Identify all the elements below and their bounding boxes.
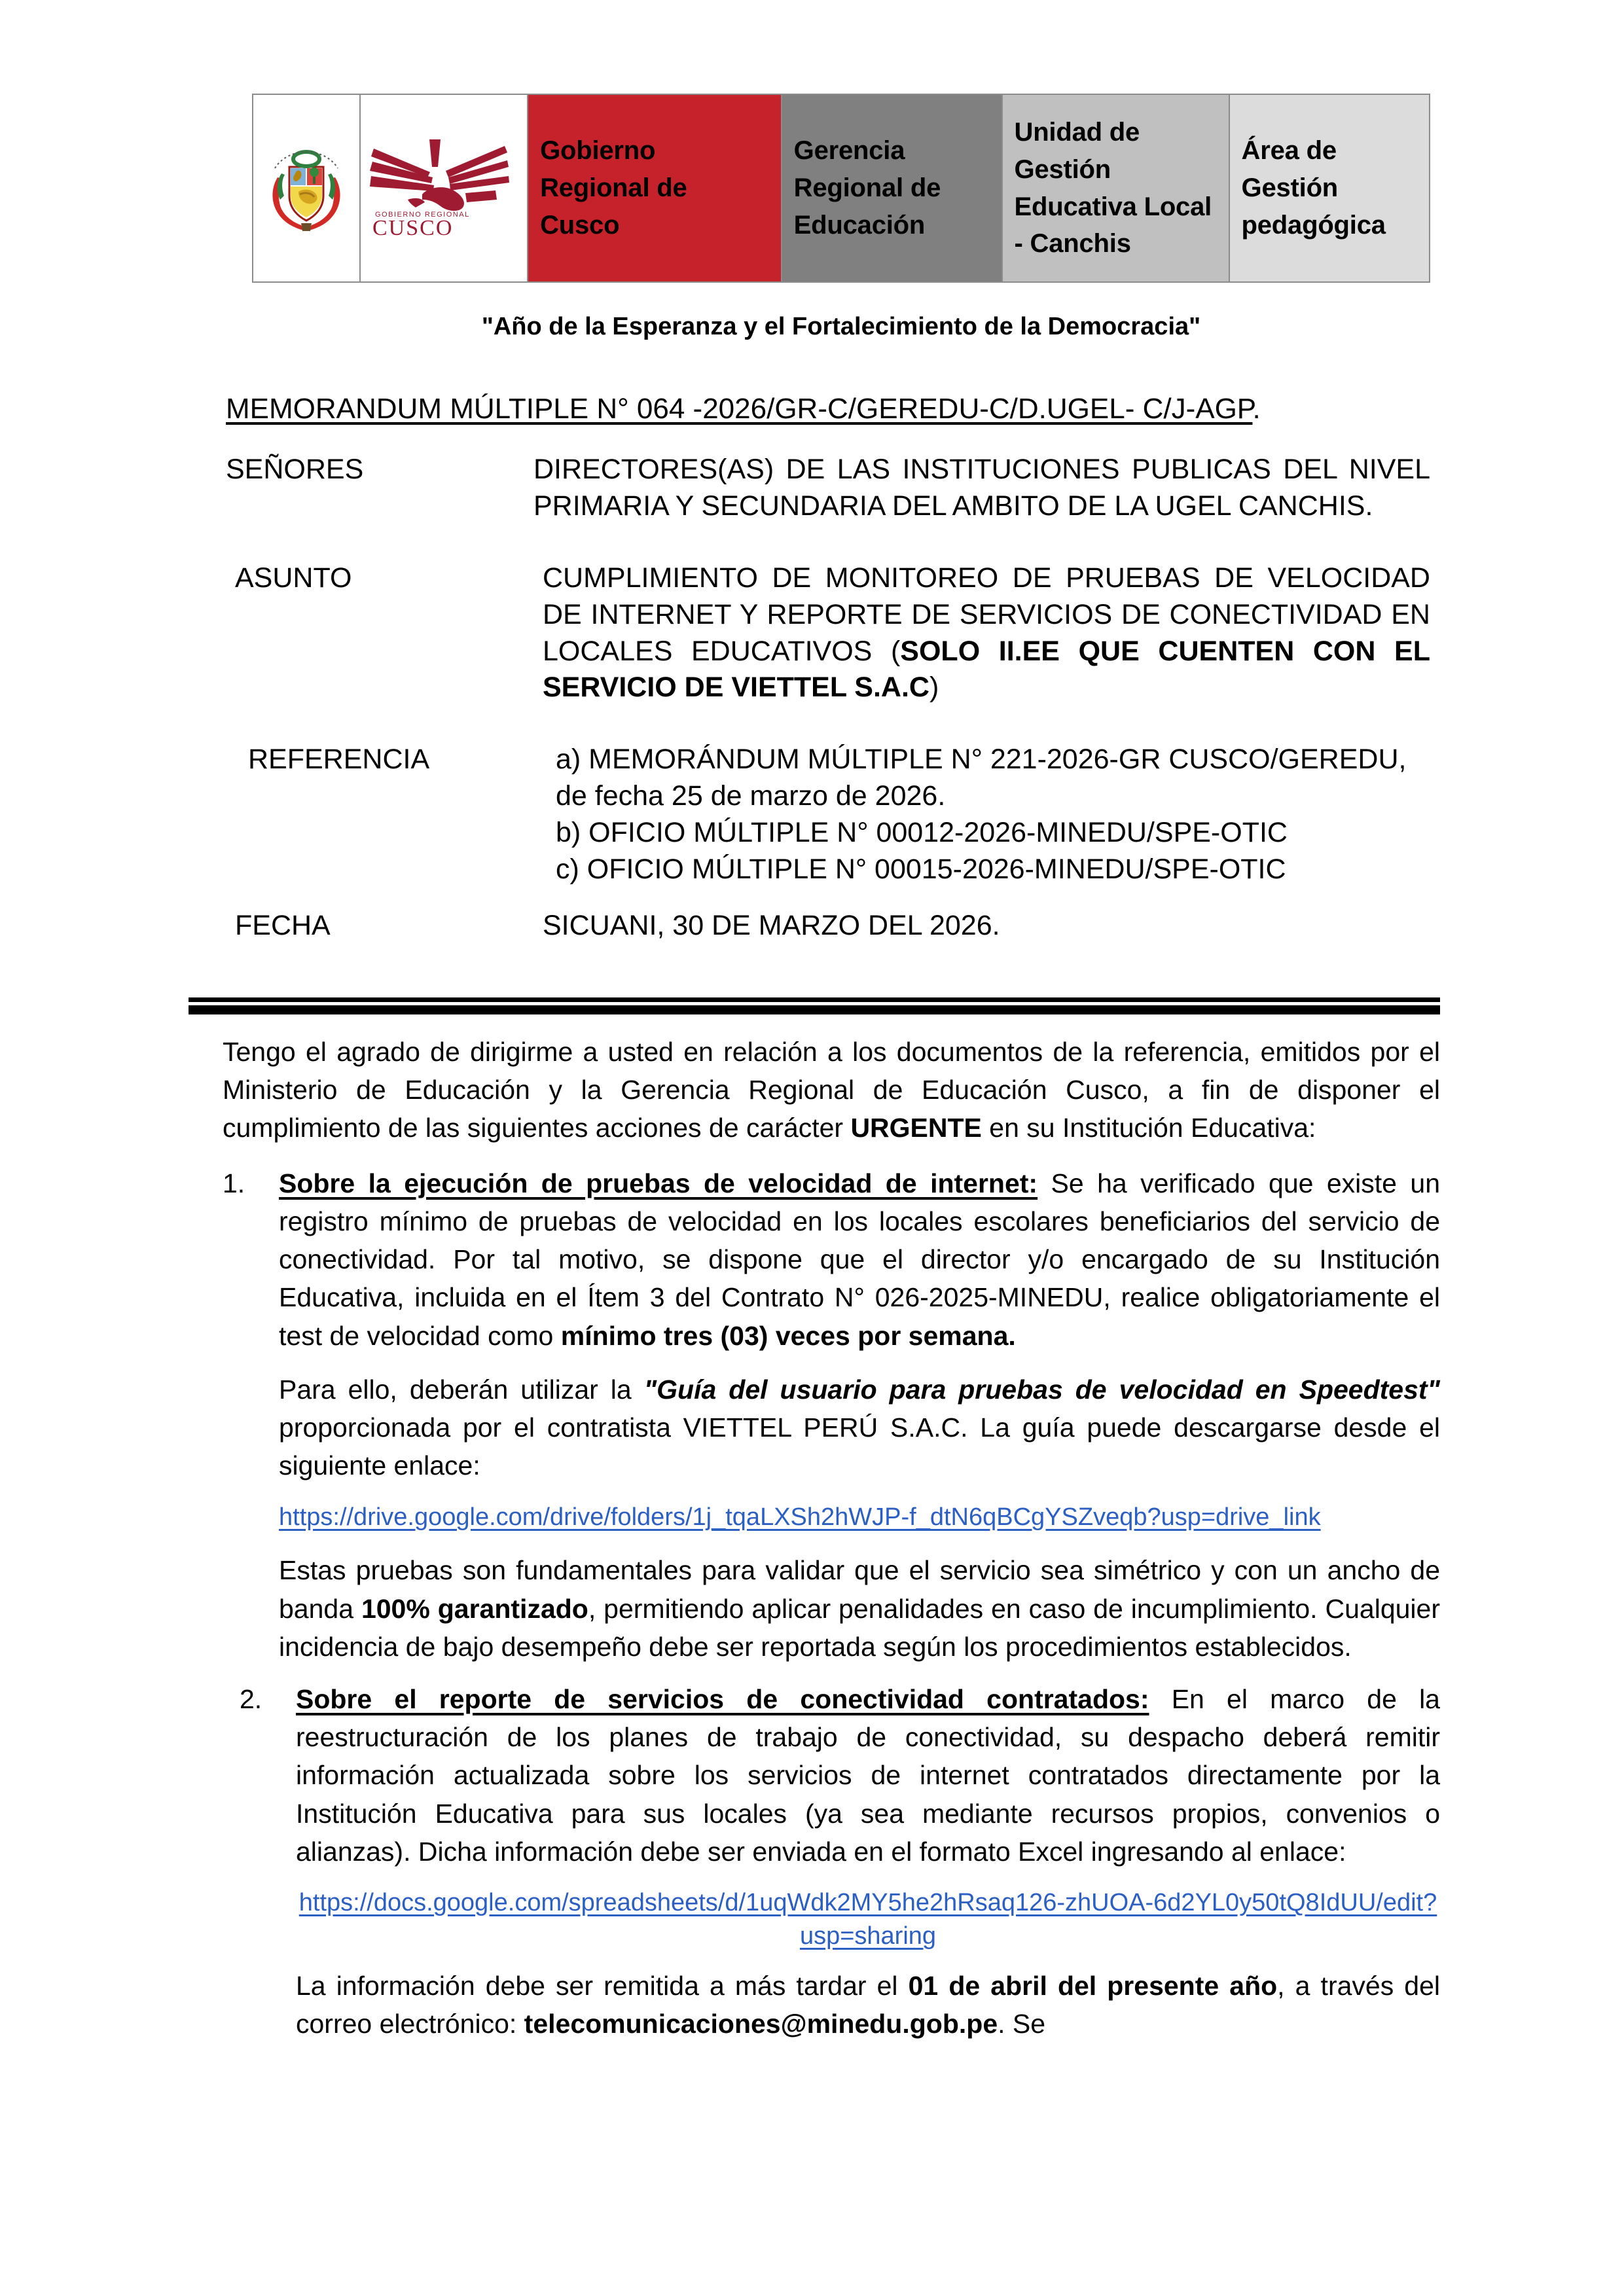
item2-paragraph-1	[296, 1680, 1440, 1871]
item2-p2-pre: La información debe ser remitida a más tardar el	[296, 1970, 909, 2001]
item1-p1-bold: mínimo tres (03) veces por semana.	[560, 1320, 1016, 1351]
letterhead-row	[253, 94, 1430, 282]
intro-text-urgente: URGENTE	[850, 1113, 982, 1143]
referencia-item-c: c) OFICIO MÚLTIPLE N° 00015-2026-MINEDU/SPE-OTIC	[556, 853, 1286, 886]
header-cell-ugel-canchis	[1002, 94, 1229, 282]
spacer-3	[226, 888, 1430, 908]
svg-text:CUSCO: CUSCO	[372, 215, 454, 238]
field-row-asunto	[226, 560, 1430, 707]
asunto-text-post: )	[929, 672, 939, 704]
item1-paragraph-2	[279, 1371, 1440, 1485]
item1-p2-post: proporcionada por el contratista VIETTEL PERÚ S.A.C. La guía puede descargarse desde el siguiente enlace:	[279, 1412, 1440, 1481]
header-cell-area-gestion-pedagogica-label: Área de Gestión pedagógica	[1241, 136, 1386, 240]
item2-lead-label: Sobre el reporte de servicios de conectividad contratados:	[296, 1684, 1149, 1715]
memo-body	[223, 1033, 1440, 2043]
header-cell-gobierno-regional-label: Gobierno Regional de Cusco	[540, 136, 687, 240]
field-label-referencia: REFERENCIA	[248, 744, 430, 776]
header-cell-gerencia-regional-label: Gerencia Regional de Educación	[793, 136, 941, 240]
item2-p1-text: En el marco de la reestructuración de los planes de trabajo de conectividad, su despacho deberá remitir información actualizada sobre los servicios de internet contratados directamente por la Institución Educativa para sus locales (ya sea mediante recursos propios, convenios o alianzas). Dicha información debe ser enviada en el formato Excel ingresando al enlace:	[296, 1684, 1440, 1867]
field-row-fecha	[226, 908, 1430, 944]
field-value-asunto	[543, 560, 1430, 707]
item1-guide-title: "Guía del usuario para pruebas de velocidad en Speedtest"	[643, 1374, 1440, 1405]
field-value-senores: DIRECTORES(AS) DE LAS INSTITUCIONES PUBLICAS DEL NIVEL PRIMARIA Y SECUNDARIA DEL AMBITO DE LA UGEL CANCHIS.	[533, 454, 1430, 522]
field-label-fecha: FECHA	[235, 909, 331, 941]
intro-text-pre: Tengo el agrado de dirigirme a usted en relación a los documentos de la referencia, emitidos por el Ministerio de Educación y la Gerencia Regional de Educación Cusco, a fin de disponer el cumplimiento de las siguientes acciones de carácter	[223, 1037, 1440, 1143]
memorandum-title-underlined: MEMORANDUM MÚLTIPLE N° 064 -2026/GR-C/GEREDU-C/D.UGEL- C/J-AGP	[226, 393, 1253, 425]
item1-p3-post: , permitiendo aplicar penalidades en caso de incumplimiento. Cualquier incidencia de bajo desempeño debe ser reportada según los procedimientos establecidos.	[279, 1593, 1440, 1662]
intro-paragraph	[223, 1033, 1440, 1147]
drive-folder-link[interactable]: https://drive.google.com/drive/folders/1j_tqaLXSh2hWJP-f_dtN6qBCgYSZveqb?usp=drive_link	[279, 1503, 1321, 1532]
item2-p2-mid: , a través del correo electrónico:	[296, 1970, 1441, 2039]
list-item-2-number: 2.	[240, 1684, 262, 1715]
intro-text-post: en su Institución Educativa:	[981, 1113, 1316, 1143]
field-value-referencia	[556, 742, 1430, 888]
list-item-2	[223, 1680, 1440, 2043]
memorandum-title	[226, 393, 1261, 425]
item1-paragraph-1	[279, 1164, 1440, 1355]
svg-text:GOBIERNO REGIONAL: GOBIERNO REGIONAL	[375, 210, 471, 219]
referencia-item-b: b) OFICIO MÚLTIPLE N° 00012-2026-MINEDU/SPE-OTIC	[556, 817, 1288, 849]
letterhead-table	[252, 94, 1430, 283]
peru-emblem-cell	[253, 94, 360, 282]
peru-coat-of-arms-icon	[253, 95, 359, 281]
field-label-asunto: ASUNTO	[235, 562, 352, 594]
field-label-senores: SEÑORES	[226, 454, 364, 485]
item1-p3-pre: Estas pruebas son fundamentales para validar que el servicio sea simétrico y con un ancho de banda	[279, 1555, 1440, 1624]
divider-thin	[189, 997, 1440, 1002]
list-item-1-body	[279, 1164, 1440, 1666]
year-slogan: "Año de la Esperanza y el Fortalecimiento de la Democracia"	[481, 313, 1201, 340]
referencia-item-a: a) MEMORÁNDUM MÚLTIPLE N° 221-2026-GR CUSCO/GEREDU, de fecha 25 de marzo de 2026.	[556, 744, 1407, 812]
spacer-1	[226, 525, 1430, 560]
spreadsheet-link[interactable]: https://docs.google.com/spreadsheets/d/1uqWdk2MY5he2hRsaq126-zhUOA-6d2YL0y50tQ8IdUU/edit?usp=sharing	[298, 1889, 1437, 1950]
item2-paragraph-2	[296, 1967, 1440, 2043]
item1-p1-pre: Se ha verificado que existe un registro mínimo de pruebas de velocidad en los locales escolares beneficiarios del servicio de conectividad. Por tal motivo, se dispone que el director y/o encargado de su Institución Educativa, incluida en el Ítem 3 del Contrato N° 026-2025-MINEDU, realice obligatoriamente el test de velocidad como	[279, 1168, 1440, 1351]
item1-p3-bold: 100% garantizado	[361, 1593, 588, 1624]
item2-deadline-bold: 01 de abril del presente año	[908, 1970, 1278, 2001]
cusco-logo-cell	[360, 94, 528, 282]
asunto-text-bold: SOLO II.EE QUE CUENTEN CON EL SERVICIO DE VIETTEL S.A.C	[543, 635, 1430, 704]
spacer-2	[226, 706, 1430, 742]
header-cell-gerencia-regional	[782, 94, 1002, 282]
header-cell-ugel-canchis-label: Unidad de Gestión Educativa Local - Canchis	[1014, 117, 1212, 259]
divider-thick	[189, 1005, 1440, 1014]
cusco-regional-government-logo-icon	[361, 95, 527, 281]
header-cell-area-gestion-pedagogica	[1229, 94, 1430, 282]
item1-lead-label: Sobre la ejecución de pruebas de velocidad de internet:	[279, 1168, 1038, 1198]
asunto-text-pre: CUMPLIMIENTO DE MONITOREO DE PRUEBAS DE VELOCIDAD DE INTERNET Y REPORTE DE SERVICIOS DE CONECTIVIDAD EN LOCALES EDUCATIVOS (	[543, 562, 1430, 667]
list-item-2-body	[296, 1680, 1440, 2043]
list-item-1-number: 1.	[223, 1168, 245, 1198]
list-item-1	[223, 1164, 1440, 1666]
item2-email-bold: telecomunicaciones@minedu.gob.pe	[524, 2008, 998, 2039]
item2-p2-post: . Se	[998, 2008, 1046, 2039]
item1-paragraph-3	[279, 1551, 1440, 1666]
field-row-referencia	[226, 742, 1430, 888]
field-row-senores	[226, 452, 1430, 525]
field-value-fecha: SICUANI, 30 DE MARZO DEL 2026.	[543, 909, 1000, 941]
memorandum-title-period: .	[1252, 393, 1261, 425]
item1-p2-pre: Para ello, deberán utilizar la	[279, 1374, 644, 1405]
memo-fields	[226, 452, 1430, 944]
header-cell-gobierno-regional	[528, 94, 782, 282]
